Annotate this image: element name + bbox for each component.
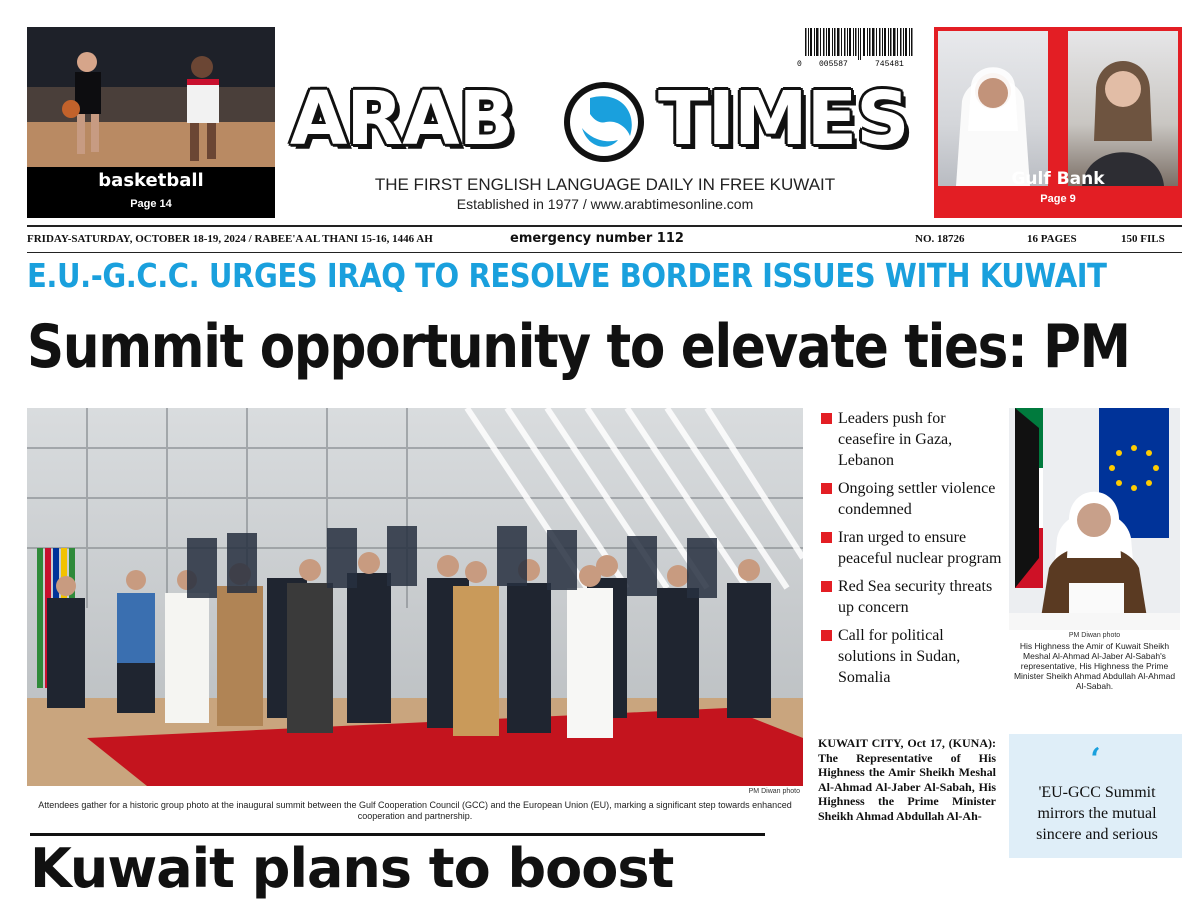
promo-basketball[interactable] (27, 27, 275, 218)
issue-date: FRIDAY-SATURDAY, OCTOBER 18-19, 2024 / RABEE'A AL THANI 15-16, 1446 AH (27, 233, 433, 245)
red-square-bullet-icon (821, 581, 832, 592)
logo-word-times: TIMES (658, 76, 909, 162)
barcode-digits-right: 745481 (875, 60, 904, 69)
highlight-item: Leaders push for ceasefire in Gaza, Lebanon (818, 408, 1003, 471)
main-headline[interactable]: Summit opportunity to elevate ties: PM (27, 312, 1130, 382)
second-headline[interactable] (30, 837, 790, 900)
promo-gulf-bank[interactable] (934, 27, 1182, 218)
red-square-bullet-icon (821, 532, 832, 543)
quote-mark-icon: ‘ (1090, 742, 1101, 777)
emergency-number: emergency number 112 (510, 231, 684, 246)
masthead-tagline: THE FIRST ENGLISH LANGUAGE DAILY IN FREE KUWAIT (374, 175, 836, 194)
masthead-established: Established in 1977 / www.arabtimesonline.com (456, 196, 754, 212)
basketball-photo (27, 27, 275, 167)
promo-page: Page 14 (130, 198, 172, 210)
section-divider (30, 833, 765, 836)
red-square-bullet-icon (821, 413, 832, 424)
portrait-photo-man (938, 31, 1048, 186)
logo-word-arab: ARAB (290, 76, 514, 162)
promo-label: basketball (98, 170, 204, 191)
globe-logo-icon (560, 78, 648, 166)
highlight-item: Ongoing settler violence condemned (818, 478, 1003, 520)
side-photo-credit: PM Diwan photo (1068, 632, 1121, 639)
highlights-list (818, 408, 1003, 695)
article-body: KUWAIT CITY, Oct 17, (KUNA): The Representative of His Highness the Amir Sheikh Meshal Al-Ahmad Al-Jaber Al-Sabah, His Highness the Prime Minister Sheikh Ahmad Abdullah Al-Ah- (818, 736, 996, 823)
pull-quote (1009, 734, 1182, 858)
red-square-bullet-icon (821, 483, 832, 494)
promo-label: Gulf Bank (1011, 169, 1105, 189)
kicker-headline[interactable]: E.U.-G.C.C. URGES IRAQ TO RESOLVE BORDER ISSUES WITH KUWAIT (27, 256, 1107, 295)
highlight-item: Red Sea security threats up concern (818, 576, 1003, 618)
highlight-item: Iran urged to ensure peaceful nuclear program (818, 527, 1003, 569)
portrait-photo-woman (1068, 31, 1178, 186)
price: 150 FILS (1121, 233, 1165, 245)
photo-credit: PM Diwan photo (748, 788, 800, 795)
pm-summit-photo[interactable] (1009, 408, 1180, 630)
issue-number: NO. 18726 (915, 233, 965, 245)
photo-caption: Attendees gather for a historic group photo at the inaugural summit between the Gulf Cooperation Council (GCC) and the European Union (EU), marking a significant step towards enhanced cooperation and partnership. (38, 800, 792, 821)
barcode-digits-middle: 005587 (819, 60, 848, 69)
barcode-digit-left: 0 (797, 60, 802, 69)
highlight-item: Call for political solutions in Sudan, Somalia (818, 625, 1003, 688)
summit-group-photo[interactable] (27, 408, 803, 786)
dateline-bar (27, 225, 1182, 253)
promo-page: Page 9 (1040, 193, 1076, 205)
barcode (797, 28, 921, 68)
red-square-bullet-icon (821, 630, 832, 641)
pull-quote-text: 'EU-GCC Summit mirrors the mutual sincere and serious (1036, 784, 1158, 843)
second-headline-text: Kuwait plans to boost (30, 837, 674, 900)
side-photo-caption: His Highness the Amir of Kuwait Sheikh Meshal Al-Ahmad Al-Jaber Al-Sabah's representative, His Highness the Prime Minister Sheikh Ahmad Abdullah Al-Ahmad Al-Sabah. (1013, 641, 1176, 691)
arab-times-logo (290, 70, 926, 170)
page-count: 16 PAGES (1027, 233, 1077, 245)
